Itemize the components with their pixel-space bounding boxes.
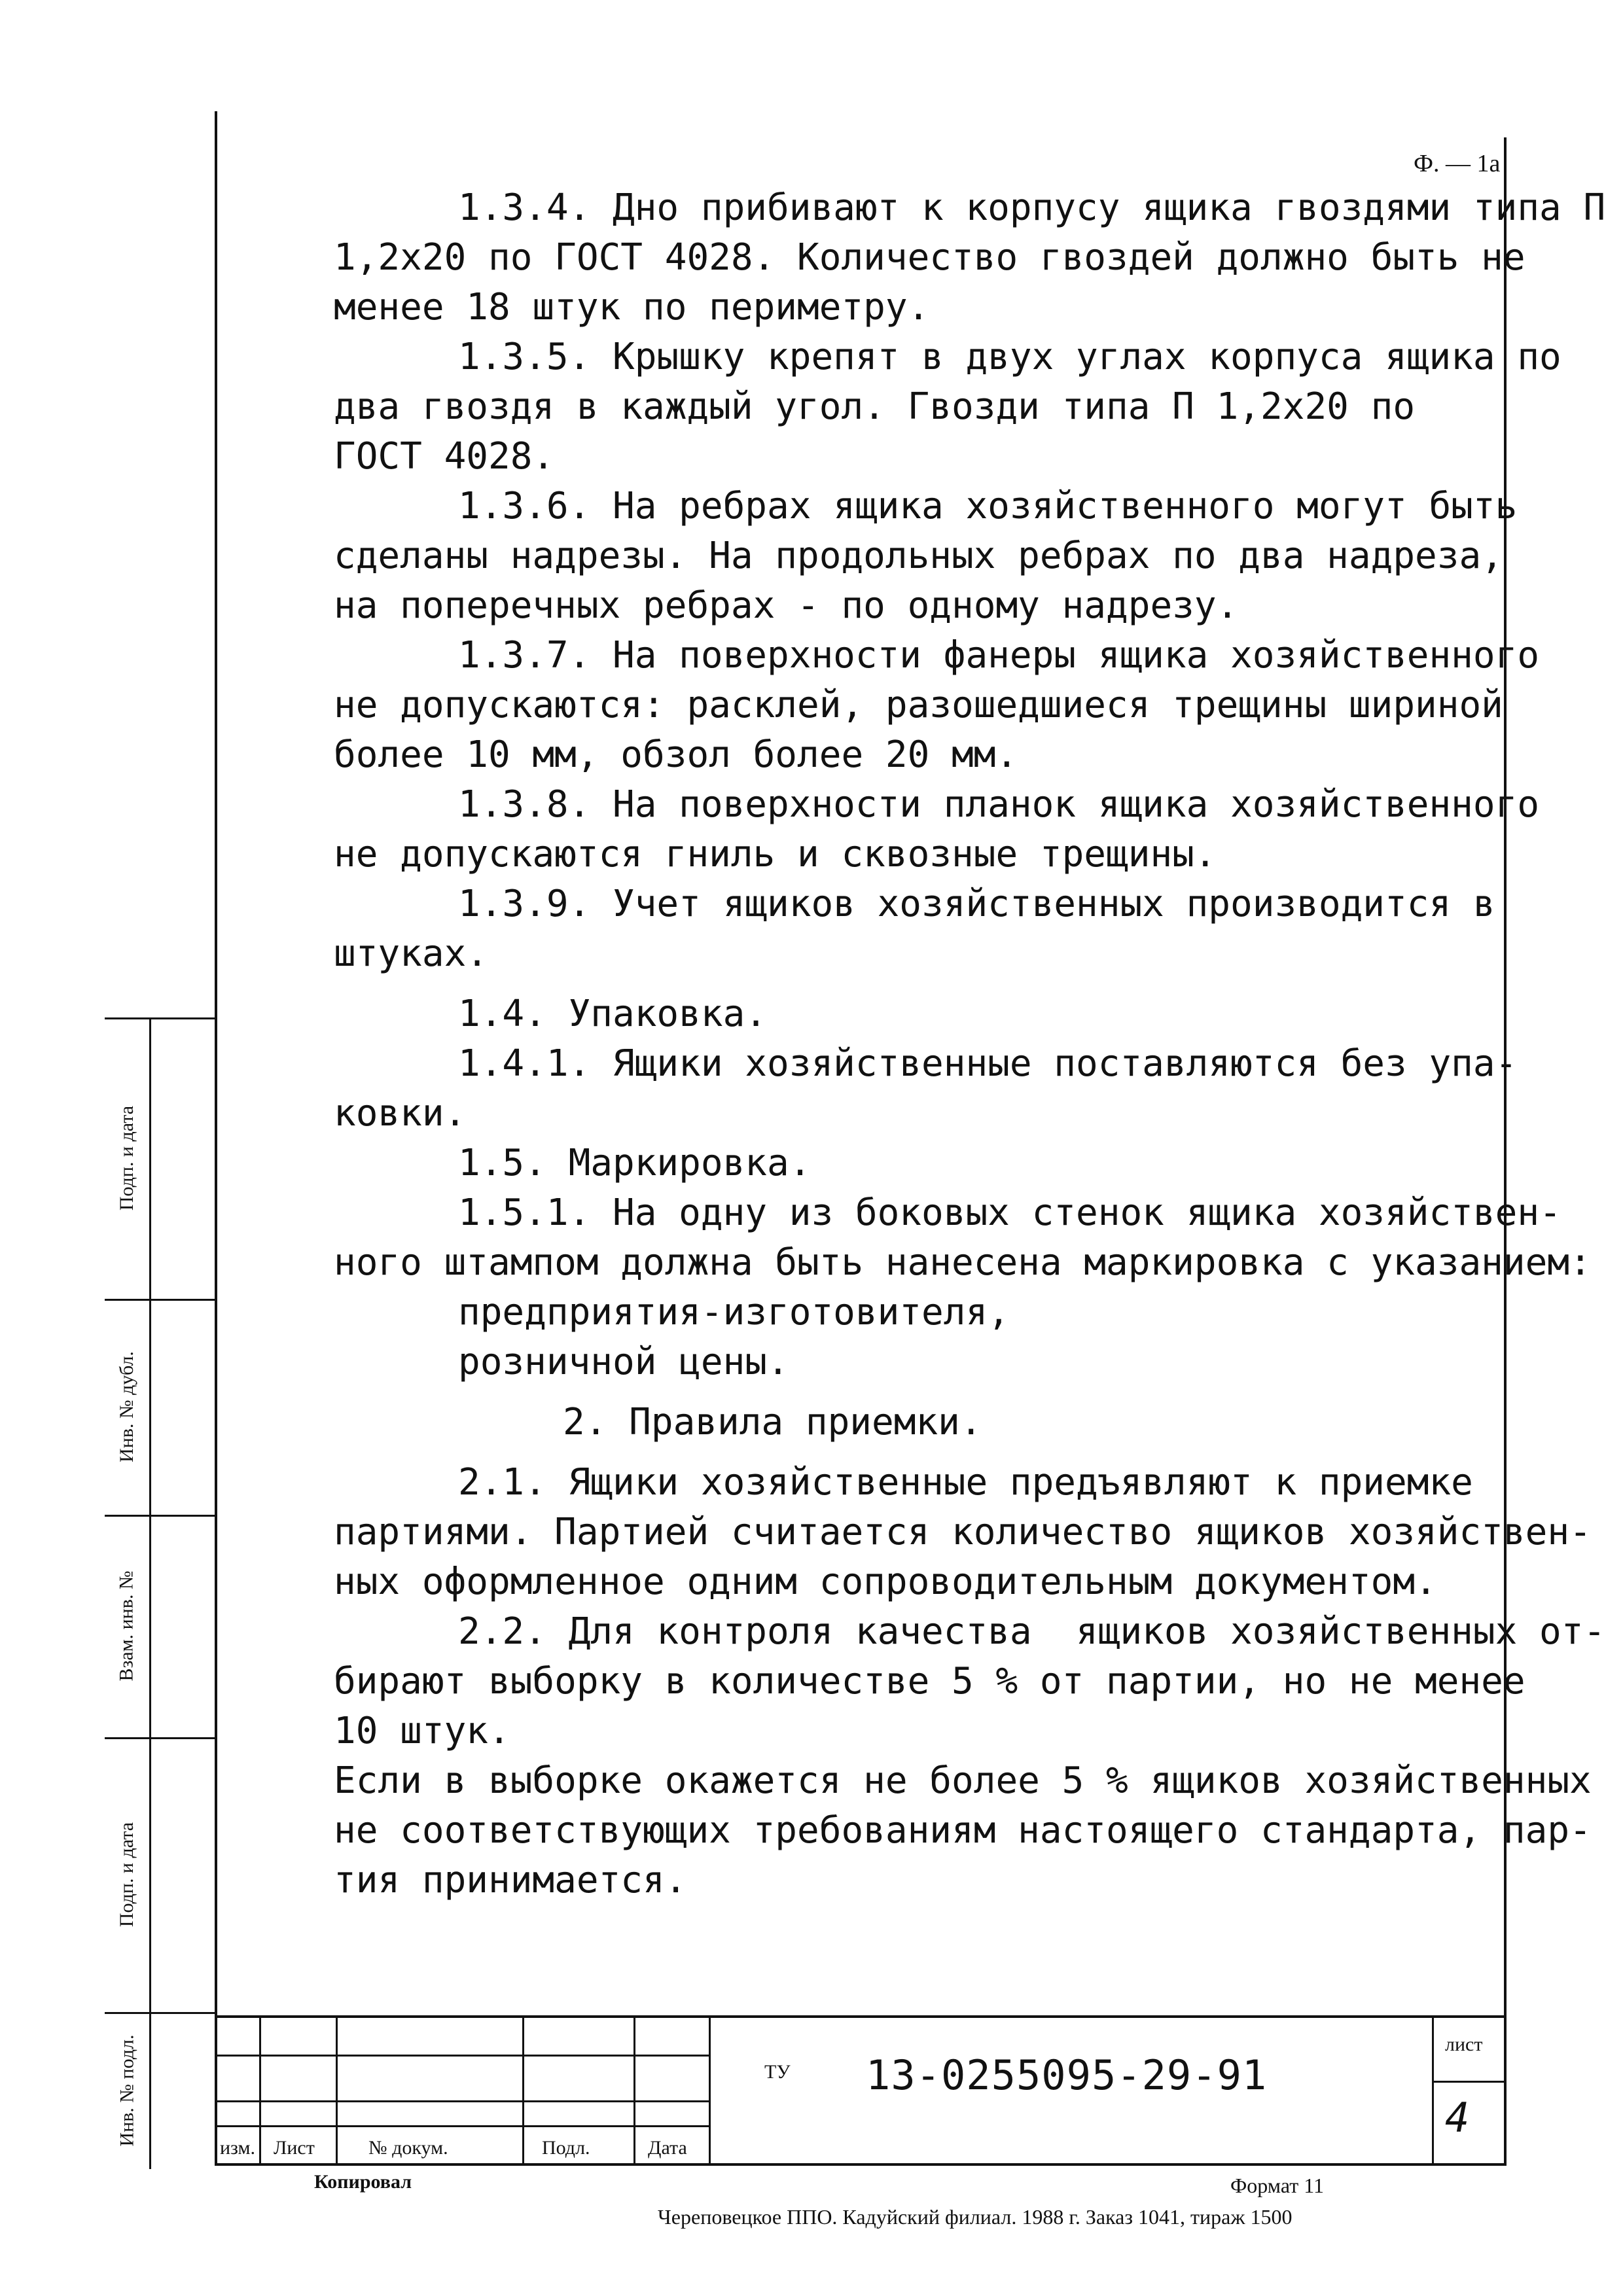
side-stamp bbox=[105, 1017, 216, 2169]
text-line: менее 18 штук по периметру. bbox=[334, 286, 930, 328]
section-heading: 1.5. Маркировка. bbox=[458, 1142, 812, 1184]
title-block-row-line bbox=[215, 2100, 709, 2102]
text-line: 1,2х20 по ГОСТ 4028. Количество гвоздей должно быть не bbox=[334, 236, 1525, 279]
title-block-divider bbox=[522, 2015, 524, 2163]
sheet-label: лист bbox=[1445, 2034, 1483, 2055]
text-line: тия принимается. bbox=[334, 1859, 687, 1901]
title-block bbox=[215, 2015, 1507, 2166]
paper-format: Формат 11 bbox=[1230, 2174, 1324, 2197]
text-line: не соответствующих требованиям настоящего стандарта, пар- bbox=[334, 1809, 1592, 1852]
title-block-row-line bbox=[215, 2125, 709, 2127]
stamp-label: Подп. и дата bbox=[116, 1105, 137, 1211]
title-block-divider bbox=[336, 2015, 338, 2163]
stamp-label: Инв. № подл. bbox=[116, 2034, 137, 2147]
text-line: 1.3.5. Крышку крепят в двух углах корпуса ящика по bbox=[458, 336, 1561, 378]
col-izm: изм. bbox=[220, 2137, 255, 2159]
document-body bbox=[334, 183, 1606, 1905]
text-line: ГОСТ 4028. bbox=[334, 435, 555, 478]
text-line: 1.3.9. Учет ящиков хозяйственных производится в bbox=[458, 883, 1495, 925]
document-number: 13-0255095-29-91 bbox=[866, 2051, 1268, 2099]
title-block-row-line bbox=[1432, 2081, 1507, 2083]
stamp-label: Подп. и дата bbox=[116, 1822, 137, 1928]
text-line: 1.4.1. Ящики хозяйственные поставляются без упа- bbox=[458, 1042, 1518, 1085]
text-line: партиями. Партией считается количество ящиков хозяйствен- bbox=[334, 1511, 1592, 1553]
text-line: 1.3.8. На поверхности планок ящика хозяйственного bbox=[458, 783, 1540, 826]
text-line: предприятия-изготовителя, bbox=[458, 1291, 1010, 1333]
text-line: 2.2. Для контроля качества ящиков хозяйственных от- bbox=[458, 1610, 1606, 1653]
section-heading: 1.4. Упаковка. bbox=[458, 993, 768, 1035]
text-line: 1.3.4. Дно прибивают к корпусу ящика гвоздями типа П bbox=[458, 186, 1606, 229]
text-line: два гвоздя в каждый угол. Гвозди типа П 1,2х20 по bbox=[334, 385, 1416, 428]
text-line: более 10 мм, обзол более 20 мм. bbox=[334, 733, 1018, 776]
col-data: Дата bbox=[648, 2137, 687, 2159]
title-block-top-line bbox=[215, 2015, 1507, 2018]
text-line: Если в выборке окажется не более 5 % ящиков хозяйственных bbox=[334, 1759, 1592, 1802]
text-line: не допускаются: расклей, разошедшиеся трещины шириной bbox=[334, 684, 1503, 726]
sheet-number: 4 bbox=[1445, 2094, 1470, 2142]
text-line: сделаны надрезы. На продольных ребрах по два надреза, bbox=[334, 535, 1503, 577]
text-line: 10 штук. bbox=[334, 1710, 510, 1752]
title-block-divider bbox=[633, 2015, 635, 2163]
stamp-label: Взам. инв. № bbox=[116, 1570, 137, 1682]
title-block-divider bbox=[709, 2015, 711, 2163]
col-dokum: № докум. bbox=[368, 2137, 448, 2159]
text-line: ного штампом должна быть нанесена маркировка с указанием: bbox=[334, 1241, 1592, 1284]
text-line: 2.1. Ящики хозяйственные предъявляют к приемке bbox=[458, 1461, 1473, 1504]
text-line: 1.5.1. На одну из боковых стенок ящика хозяйствен- bbox=[458, 1192, 1561, 1234]
text-line: 1.3.6. На ребрах ящика хозяйственного могут быть bbox=[458, 485, 1518, 527]
title-block-row-line bbox=[215, 2055, 709, 2057]
text-line: 1.3.7. На поверхности фанеры ящика хозяйственного bbox=[458, 634, 1540, 677]
text-line: на поперечных ребрах - по одному надрезу. bbox=[334, 584, 1239, 627]
text-line: розничной цены. bbox=[458, 1341, 789, 1383]
title-block-divider bbox=[1432, 2015, 1434, 2163]
copied-by-label: Копировал bbox=[314, 2171, 412, 2193]
text-line: ных оформленное одним сопроводительным документом. bbox=[334, 1561, 1437, 1603]
tu-label: ТУ bbox=[764, 2061, 791, 2083]
form-code: Ф. — 1а bbox=[1414, 150, 1501, 177]
printer-imprint: Череповецкое ППО. Кадуйский филиал. 1988 г. Заказ 1041, тираж 1500 bbox=[658, 2205, 1293, 2229]
title-block-bottom-line bbox=[215, 2163, 1507, 2166]
text-line: штуках. bbox=[334, 932, 489, 975]
text-line: бирают выборку в количестве 5 % от партии, но не менее bbox=[334, 1660, 1525, 1703]
section-heading: 2. Правила приемки. bbox=[563, 1401, 982, 1443]
col-list: Лист bbox=[274, 2137, 315, 2159]
text-line: ковки. bbox=[334, 1092, 467, 1135]
col-podp: Подл. bbox=[542, 2137, 590, 2159]
stamp-label: Инв. № дубл. bbox=[116, 1351, 137, 1462]
text-line: не допускаются гниль и сквозные трещины. bbox=[334, 833, 1217, 875]
title-block-divider bbox=[259, 2015, 261, 2163]
